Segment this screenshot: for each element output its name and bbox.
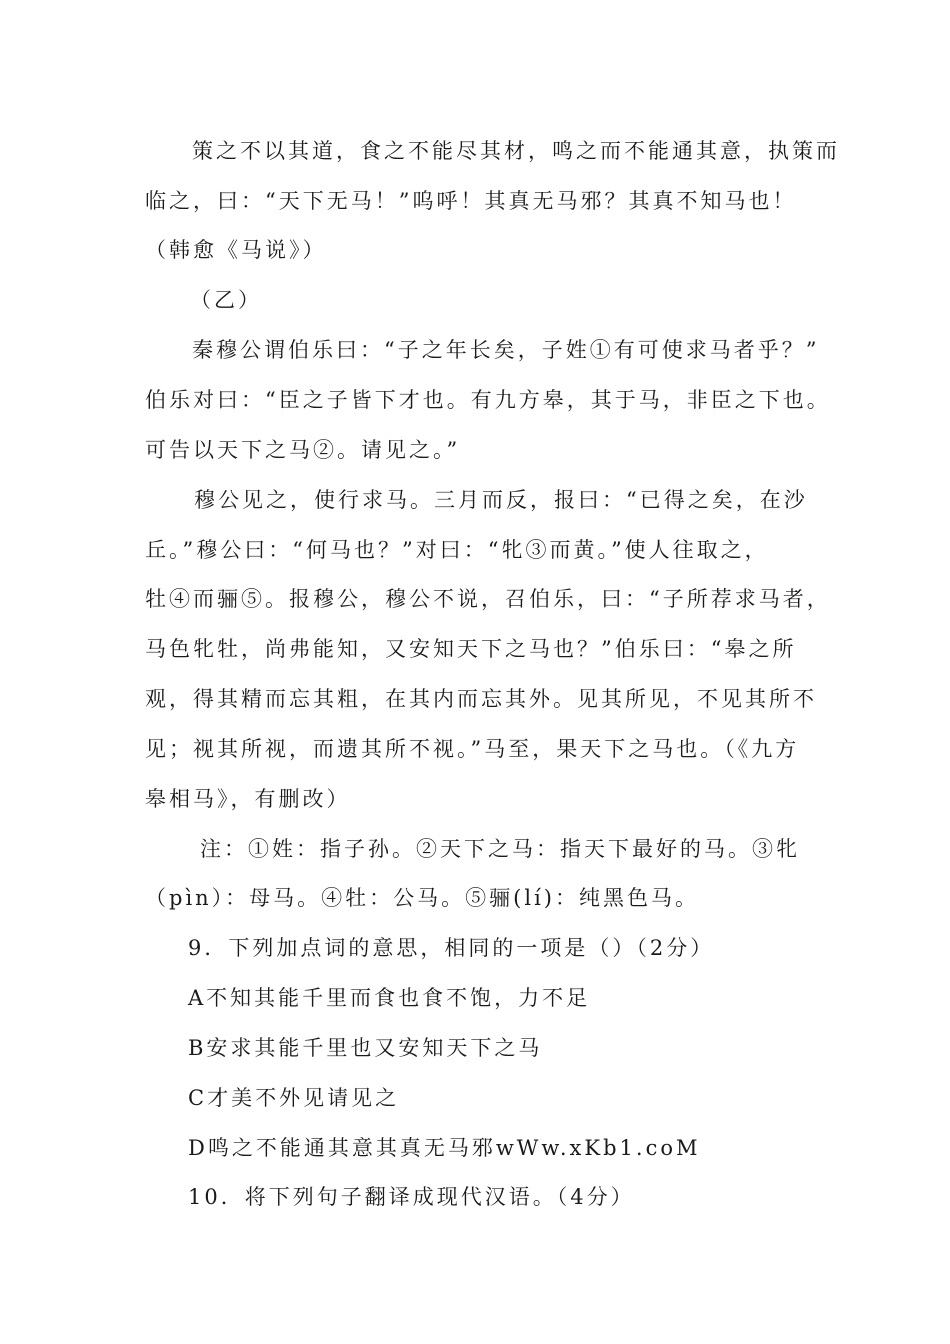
option-line: D鸣之不能通其意其真无马邪wWw.xKb1.coM xyxy=(188,1136,701,1160)
text-line: 秦穆公谓伯乐曰：“子之年长矣，子姓①有可使求马者乎？” xyxy=(192,338,820,362)
text-line: 牡④而骊⑤。报穆公，穆公不说，召伯乐，曰：“子所荐求马者， xyxy=(145,587,831,611)
text-line: 可告以天下之马②。请见之。” xyxy=(145,438,461,462)
text-line: 策之不以其道，食之不能尽其材，鸣之而不能通其意，执策而 xyxy=(192,139,840,163)
text-line: 皋相马》，有删改） xyxy=(145,787,351,811)
text-line: 临之，曰：“天下无马！”呜呼！其真无马邪？其真不知马也！ xyxy=(145,189,797,213)
text-line: 穆公见之，使行求马。三月而反，报曰：“已得之矣，在沙 xyxy=(194,488,808,512)
option-line: C才美不外见请见之 xyxy=(188,1086,400,1110)
text-line: 见；视其所视，而遗其所不视。”马至，果天下之马也。（《九方 xyxy=(145,737,800,761)
option-line: B安求其能千里也又安知天下之马 xyxy=(188,1036,543,1060)
text-line: （韩愈《马说》） xyxy=(145,238,327,262)
note-line: （pìn）：母马。④牡：公马。⑤骊(lí)：纯黑色马。 xyxy=(145,886,700,910)
text-line: 丘。”穆公曰：“何马也？”对曰：“牝③而黄。”使人往取之， xyxy=(145,538,769,562)
text-line: 伯乐对曰：“臣之子皆下才也。有九方皋，其于马，非臣之下也。 xyxy=(145,388,831,412)
question-line: 10．将下列句子翻译成现代汉语。（4分） xyxy=(188,1185,635,1209)
note-line: 注：①姓：指子孙。②天下之马：指天下最好的马。③牝 xyxy=(200,837,800,861)
text-line: 马色牝牡，尚弗能知，又安知天下之马也？”伯乐曰：“皋之所 xyxy=(145,637,797,661)
section-label: （乙） xyxy=(190,288,262,312)
text-line: 观，得其精而忘其粗，在其内而忘其外。见其所见，不见其所不 xyxy=(145,687,817,711)
question-line: 9．下列加点词的意思，相同的一项是（）（2分） xyxy=(188,936,715,960)
option-line: A不知其能千里而食也食不饱，力不足 xyxy=(188,986,591,1010)
